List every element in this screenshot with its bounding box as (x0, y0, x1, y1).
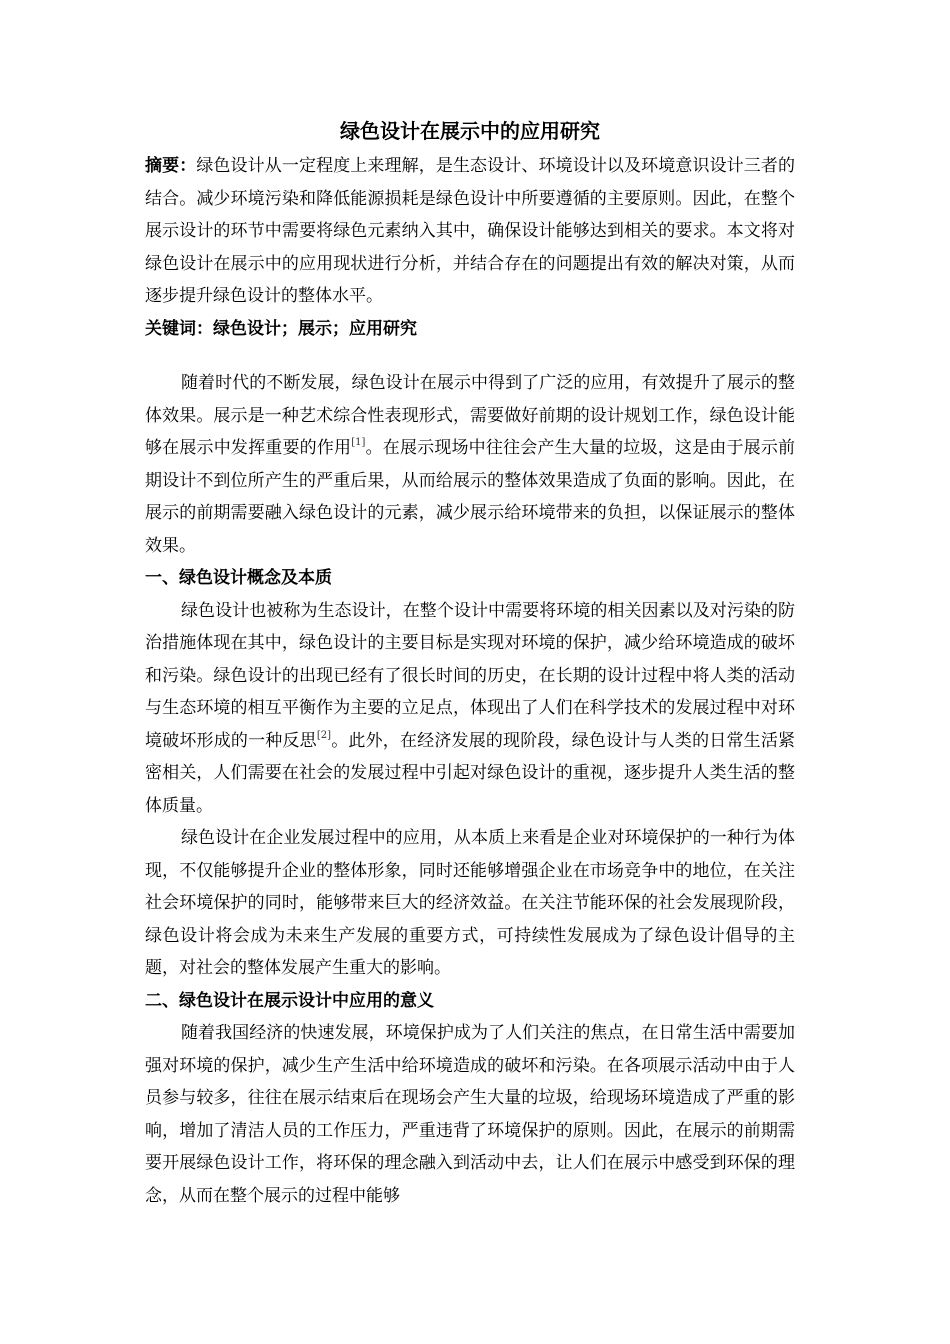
keywords-label: 关键词： (145, 318, 213, 339)
section2-paragraph-1: 随着我国经济的快速发展，环境保护成为了人们关注的焦点，在日常生活中需要加强对环境的保护，减少生产生活中给环境造成的破坏和污染。在各项展示活动中由于人员参与较多，往往在展示结束后在现场会产生大量的垃圾，给现场环境造成了严重的影响，增加了清洁人员的工作压力，严重违背了环境保护的原则。因此，在展示的前期需要开展绿色设计工作，将环保的理念融入到活动中去，让人们在展示中感受到环保的理念，从而在整个展示的过程中能够 (145, 1023, 795, 1206)
document-title: 绿色设计在展示中的应用研究 (340, 119, 600, 143)
intro-text-part1: 随着时代的不断发展，绿色设计在展示中得到了广泛的应用，有效提升了展示的整体效果。展示是一种艺术综合性表现形式，需要做好前期的设计规划工作，绿色设计能够在展示中发挥重要的作用 (145, 373, 795, 458)
section-spacer (145, 345, 795, 367)
section1-paragraph-2: 绿色设计在企业发展过程中的应用，从本质上来看是企业对环境保护的一种行为体现，不仅能够提升企业的整体形象，同时还能够增强企业在市场竞争中的地位，在关注社会环境保护的同时，能够带来巨大的经济效益。在关注节能环保的社会发展现阶段，绿色设计将会成为未来生产发展的重要方式，可持续性发展成为了绿色设计倡导的主题，对社会的整体发展产生重大的影响。 (145, 828, 795, 978)
section1-paragraph-1 (145, 595, 795, 823)
section2-heading: 二、绿色设计在展示设计中应用的意义 (145, 990, 434, 1011)
document-page (145, 116, 795, 1212)
section1-heading: 一、绿色设计概念及本质 (145, 568, 332, 588)
abstract-text: 绿色设计从一定程度上来理解，是生态设计、环境设计以及环境意识设计三者的结合。减少环境污染和降低能源损耗是绿色设计中所要遵循的主要原则。因此，在整个展示设计的环节中需要将绿色元素纳入其中，确保设计能够达到相关的要求。本文将对绿色设计在展示中的应用现状进行分析，并结合存在的问题提出有效的解决对策，从而逐步提升绿色设计的整体水平。 (145, 156, 796, 306)
citation-ref-2: [2] (316, 729, 332, 741)
section1-p1-part2: 。此外，在经济发展的现阶段，绿色设计与人类的日常生活紧密相关，人们需要在社会的发展过程中引起对绿色设计的重视，逐步提升人类生活的整体质量。 (145, 730, 796, 816)
abstract-paragraph (145, 150, 795, 313)
keywords-line (145, 313, 795, 346)
intro-text-part2: 。在展示现场中往往会产生大量的垃圾，这是由于展示前期设计不到位所产生的严重后果，从而给展示的整体效果造成了负面的影响。因此，在展示的前期需要融入绿色设计的元素，减少展示给环境带来的负担，以保证展示的整体效果。 (145, 438, 796, 556)
section1-p1-part1: 绿色设计也被称为生态设计，在整个设计中需要将环境的相关因素以及对污染的防治措施体现在其中，绿色设计的主要目标是实现对环境的保护，减少给环境造成的破坏和污染。绿色设计的出现已经有了很长时间的历史，在长期的设计过程中将人类的活动与生态环境的相互平衡作为主要的立足点，体现出了人们在科学技术的发展过程中对环境破坏形成的一种反思 (145, 600, 795, 751)
keywords-text: 绿色设计；展示；应用研究 (213, 318, 417, 339)
abstract-label: 摘要： (145, 156, 197, 176)
citation-ref-1: [1] (351, 437, 366, 448)
intro-paragraph (145, 367, 795, 562)
